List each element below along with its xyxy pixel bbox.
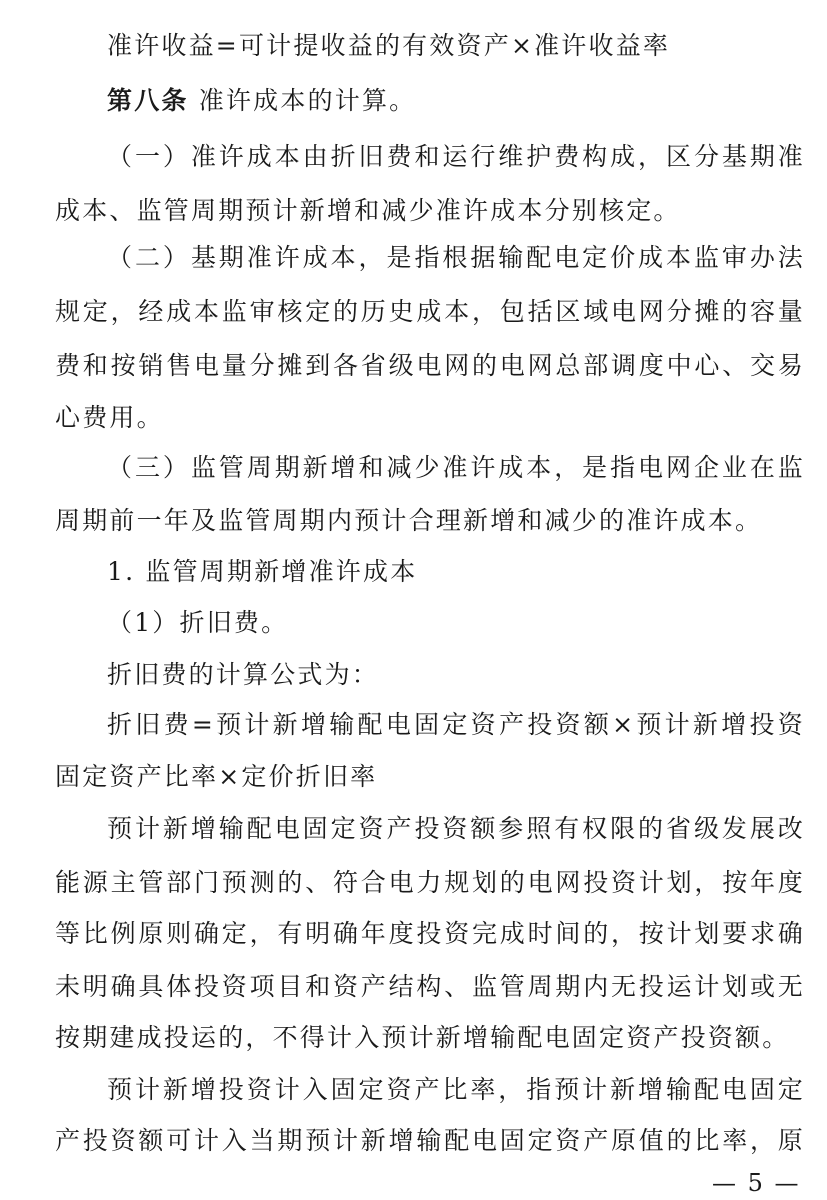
page-number: — 5 —: [712, 1169, 801, 1197]
subsection-heading: （1）折旧费。: [107, 608, 289, 637]
text-line: 心费用。: [55, 403, 164, 432]
text-line: 准许收益=可计提收益的有效资产×准许收益率: [107, 31, 671, 60]
text-line: （二）基期准许成本，是指根据输配电定价成本监审办法: [107, 243, 805, 272]
text-line: 成本、监管周期预计新增和减少准许成本分别核定。: [55, 196, 681, 225]
text-line: 能源主管部门预测的、符合电力规划的电网投资计划，按年度: [55, 868, 805, 897]
text-line: 预计新增输配电固定资产投资额参照有权限的省级发展改: [107, 814, 805, 843]
article-number: 第八条: [107, 86, 189, 115]
text-line: 预计新增投资计入固定资产比率，指预计新增输配电固定: [107, 1075, 805, 1104]
article-title: 准许成本的计算。: [198, 86, 417, 115]
text-line: （一）准许成本由折旧费和运行维护费构成，区分基期准: [107, 142, 805, 171]
text-line: 折旧费的计算公式为：: [107, 660, 380, 689]
formula-line: 折旧费=预计新增输配电固定资产投资额×预计新增投资: [107, 710, 805, 739]
text-line: 周期前一年及监管周期内预计合理新增和减少的准许成本。: [55, 506, 763, 535]
text-line: 按期建成投运的，不得计入预计新增输配电固定资产投资额。: [55, 1023, 790, 1052]
text-line: 产投资额可计入当期预计新增输配电固定资产原值的比率，原: [55, 1126, 805, 1155]
formula-line: 固定资产比率×定价折旧率: [55, 762, 378, 791]
text-line: （三）监管周期新增和减少准许成本，是指电网企业在监: [107, 453, 805, 482]
text-line: 费和按销售电量分摊到各省级电网的电网总部调度中心、交易: [55, 351, 805, 380]
text-line: 等比例原则确定，有明确年度投资完成时间的，按计划要求确: [55, 919, 805, 948]
text-line: 规定，经成本监审核定的历史成本，包括区域电网分摊的容量: [55, 297, 805, 326]
section-heading: 1. 监管周期新增准许成本: [107, 557, 418, 586]
article-heading-line: [107, 84, 805, 118]
text-line: 未明确具体投资项目和资产结构、监管周期内无投运计划或无: [55, 972, 805, 1001]
